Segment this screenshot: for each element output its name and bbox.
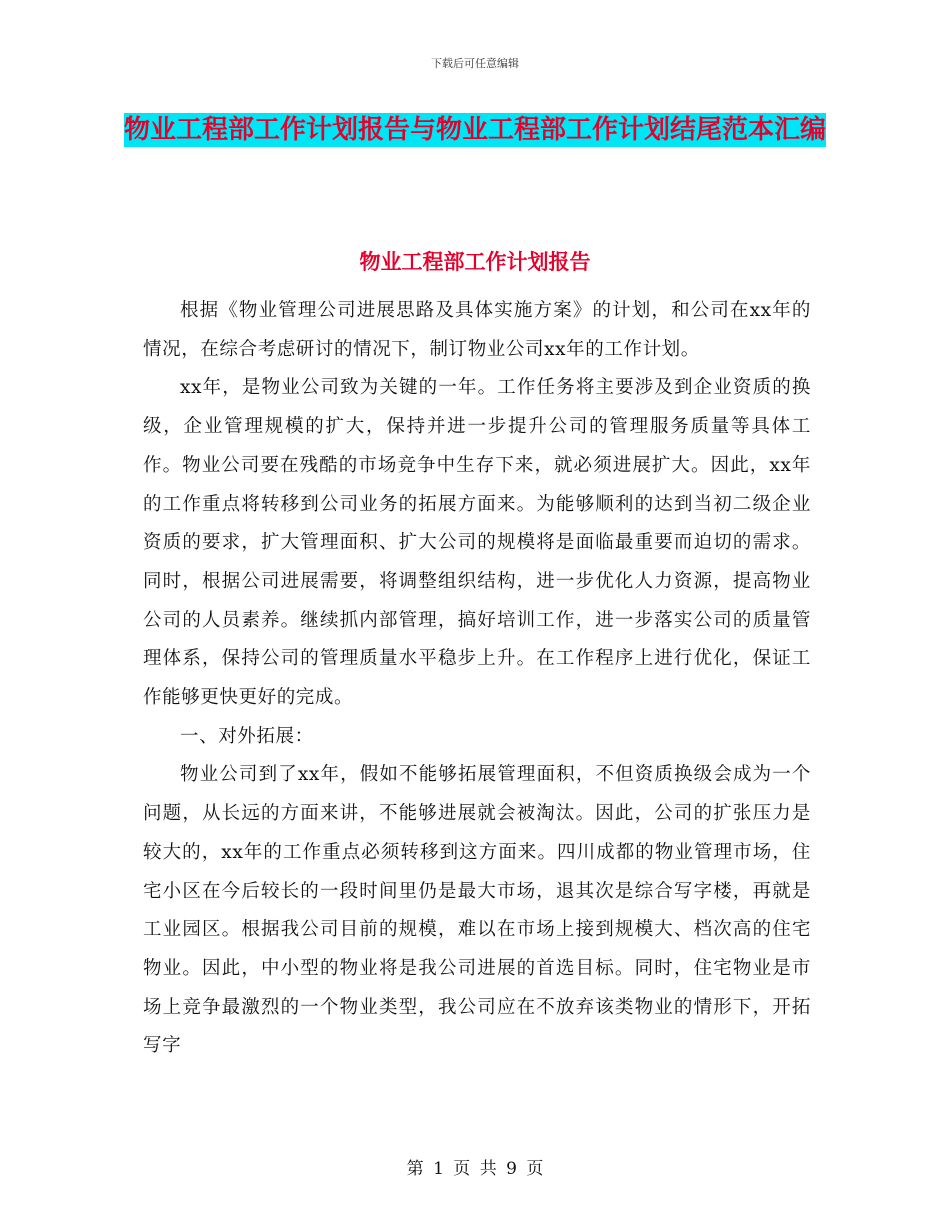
subheading: 一、对外拓展： bbox=[180, 725, 314, 747]
paragraph: xx年，是物业公司致为关键的一年。工作任务将主要涉及到企业资质的换级，企业管理规模的扩大，保持并进一步提升公司的管理服务质量等具体工作。物业公司要在残酷的市场竞争中生存下来，就必须进展扩大。因此，xx年的工作重点将转移到公司业务的拓展方面来。为能够顺利的达到当初二级企业资质的要求，扩大管理面积、扩大公司的规模将是面临最重要而迫切的需求。同时，根据公司进展需要，将调整组织结构，进一步优化人力资源，提高物业公司的人员素养。继续抓内部管理，搞好培训工作，进一步落实公司的质量管理体系，保持公司的管理质量水平稳步上升。在工作程序上进行优化，保证工作能够更快更好的完成。 bbox=[143, 377, 811, 709]
section-title: 物业工程部工作计划报告 bbox=[359, 250, 591, 274]
document-title bbox=[120, 108, 830, 152]
page-footer: 第 1 页 共 9 页 bbox=[406, 1159, 544, 1179]
paragraph: 物业公司到了xx年，假如不能够拓展管理面积，不但资质换级会成为一个问题，从长远的方面来讲，不能够进展就会被淘汰。因此，公司的扩张压力是较大的，xx年的工作重点必须转移到这方面来。四川成都的物业管理市场，住宅小区在今后较长的一段时间里仍是最大市场，退其次是综合写字楼，再就是工业园区。根据我公司目前的规模，难以在市场上接到规模大、档次高的住宅物业。因此，中小型的物业将是我公司进展的首选目标。同时，住宅物业是市场上竞争最激烈的一个物业类型，我公司应在不放弃该类物业的情形下，开拓写字 bbox=[143, 764, 811, 1057]
paragraph: 根据《物业管理公司进展思路及具体实施方案》的计划，和公司在xx年的情况，在综合考虑研讨的情况下，制订物业公司xx年的工作计划。 bbox=[143, 300, 811, 360]
header-note: 下载后可任意编辑 bbox=[431, 57, 519, 70]
document-title-text: 物业工程部工作计划报告与物业工程部工作计划结尾范本汇编 bbox=[123, 115, 826, 145]
document-body bbox=[143, 292, 811, 1066]
